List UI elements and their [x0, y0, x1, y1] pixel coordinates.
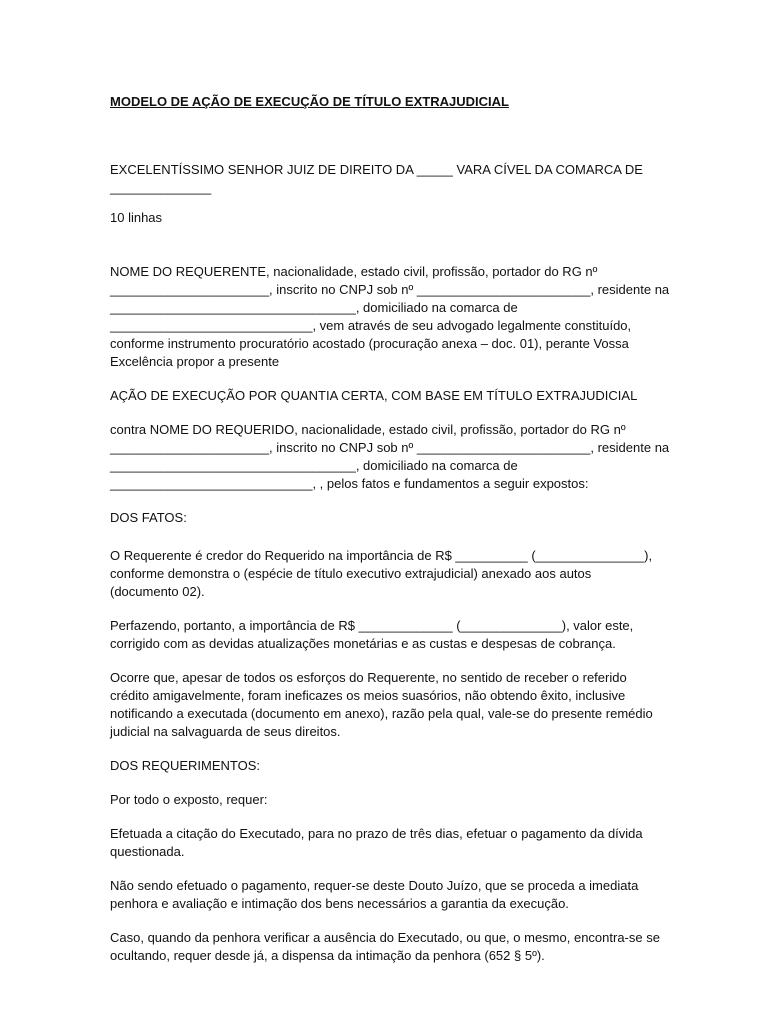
request-item-2: Não sendo efetuado o pagamento, requer-se deste Douto Juízo, que se proceda a imediata penhora e avaliação e intimação dos bens necessários a garantia da execução.	[110, 878, 639, 911]
action-title: AÇÃO DE EXECUÇÃO POR QUANTIA CERTA, COM BASE EM TÍTULO EXTRAJUDICIAL	[110, 388, 638, 403]
facts-paragraph-3: Ocorre que, apesar de todos os esforços do Requerente, no sentido de receber o referido crédito amigavelmente, foram ineficazes os meios suasórios, não obtendo êxito, inclusive notificando a executada (documento em anexo), razão pela qual, vale-se do presente remédio judicial na salvaguarda de seus direitos.	[110, 670, 653, 739]
requests-intro: Por todo o exposto, requer:	[110, 792, 268, 807]
addressing-line: EXCELENTÍSSIMO SENHOR JUIZ DE DIREITO DA _____ VARA CÍVEL DA COMARCA DE ______________	[110, 162, 643, 195]
facts-paragraph-1: O Requerente é credor do Requerido na importância de R$ __________ (_______________), conforme demonstra o (espécie de título executivo extrajudicial) anexado aos autos (documento 02).	[110, 548, 653, 599]
spacing-note: 10 linhas	[110, 210, 163, 225]
request-item-1: Efetuada a citação do Executado, para no prazo de três dias, efetuar o pagamento da dívida questionada.	[110, 826, 643, 859]
facts-paragraph-2: Perfazendo, portanto, a importância de R$ _____________ (______________), valor este, corrigido com as devidas atualizações monetárias e as custas e despesas de cobrança.	[110, 618, 634, 651]
requests-heading: DOS REQUERIMENTOS:	[110, 758, 261, 773]
document-body	[110, 93, 670, 981]
request-item-3: Caso, quando da penhora verificar a ausência do Executado, ou que, o mesmo, encontra-se se ocultando, requer desde já, a dispensa da intimação da penhora (652 § 5º).	[110, 930, 660, 963]
plaintiff-qualification: NOME DO REQUERENTE, nacionalidade, estado civil, profissão, portador do RG nº ______________________, inscrito no CNPJ sob nº ________________________, residente na __________________________________, domiciliado na comarca de ____________________________, vem através de seu advogado legalmente constituído, conforme instrumento procuratório acostado (procuração anexa – doc. 01), perante Vossa Excelência propor a presente	[110, 264, 670, 369]
defendant-qualification: contra NOME DO REQUERIDO, nacionalidade, estado civil, profissão, portador do RG nº ______________________, inscrito no CNPJ sob nº ________________________, residente na __________________________________, domiciliado na comarca de ____________________________, , pelos fatos e fundamentos a seguir expostos:	[110, 422, 670, 491]
facts-heading: DOS FATOS:	[110, 510, 187, 525]
document-title: MODELO DE AÇÃO DE EXECUÇÃO DE TÍTULO EXTRAJUDICIAL	[110, 94, 509, 109]
